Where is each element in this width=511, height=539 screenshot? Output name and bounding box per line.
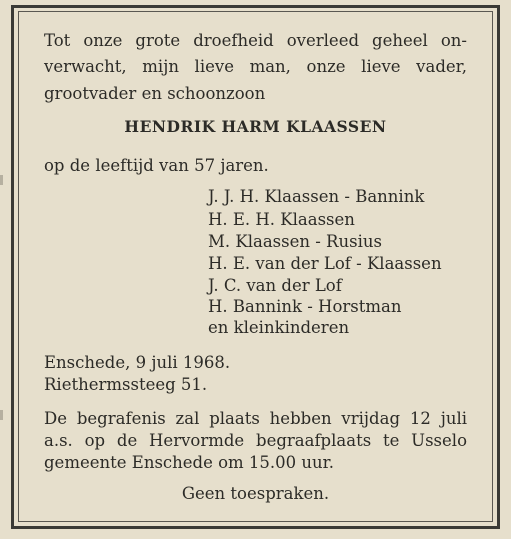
intro-line: verwacht, mijn lieve man, onze lieve vader,	[44, 57, 467, 76]
age-line: op de leeftijd van 57 jaren.	[44, 156, 269, 175]
family-member: H. Bannink - Horstman	[208, 297, 402, 316]
family-member: H. E. H. Klaassen	[208, 210, 355, 229]
place-date: Enschede, 9 juli 1968.	[44, 353, 231, 372]
family-member: J. J. H. Klaassen - Bannink	[208, 187, 425, 206]
closing-remark: Geen toespraken.	[181, 484, 330, 503]
funeral-line: gemeente Enschede om 15.00 uur.	[44, 453, 334, 472]
funeral-line: a.s. op de Hervormde begraafplaats te Usselo	[44, 431, 467, 450]
family-member: J. C. van der Lof	[208, 276, 342, 295]
address: Riethermssteeg 51.	[44, 375, 208, 394]
family-member: H. E. van der Lof - Klaassen	[208, 254, 442, 273]
family-member: en kleinkinderen	[208, 318, 350, 337]
family-member: M. Klaassen - Rusius	[208, 232, 382, 251]
funeral-line: De begrafenis zal plaats hebben vrijdag 12 juli	[44, 409, 467, 428]
intro-line: grootvader en schoonzoon	[44, 84, 266, 103]
intro-line: Tot onze grote droefheid overleed geheel on-	[44, 31, 467, 50]
deceased-name: HENDRIK HARM KLAASSEN	[124, 117, 387, 136]
